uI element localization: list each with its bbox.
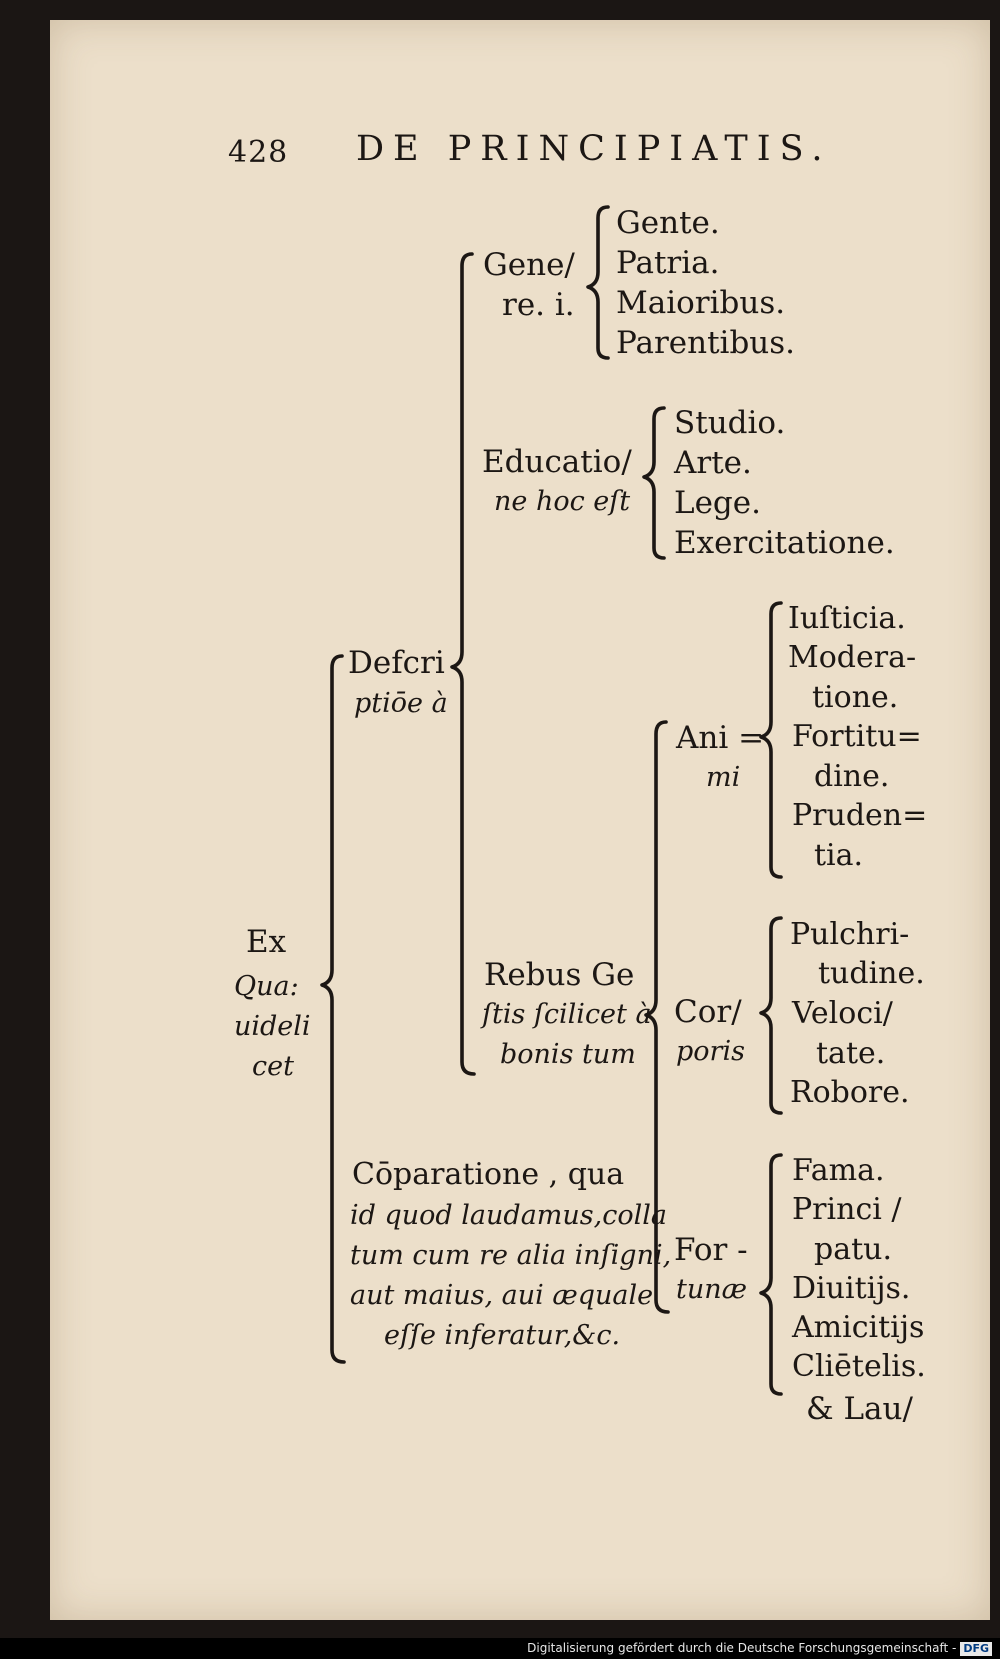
brace-descriptione: [452, 254, 474, 1074]
digitization-footer: [0, 1638, 1000, 1659]
brace-corporis-items: [761, 918, 781, 1113]
footer-text: Digitalisierung gefördert durch die Deutsche Forschungsgemeinschaft -: [527, 1641, 957, 1655]
brace-root: [322, 656, 344, 1362]
running-title: DE PRINCIPIATIS.: [356, 129, 832, 169]
brace-fortunae-items: [761, 1155, 781, 1394]
page-number: 428: [228, 135, 289, 170]
brace-genere-items: [588, 207, 608, 358]
brace-educatione-items: [644, 408, 664, 558]
catchword: & Lau/: [806, 1391, 913, 1427]
dfg-logo: DFG: [960, 1642, 992, 1656]
